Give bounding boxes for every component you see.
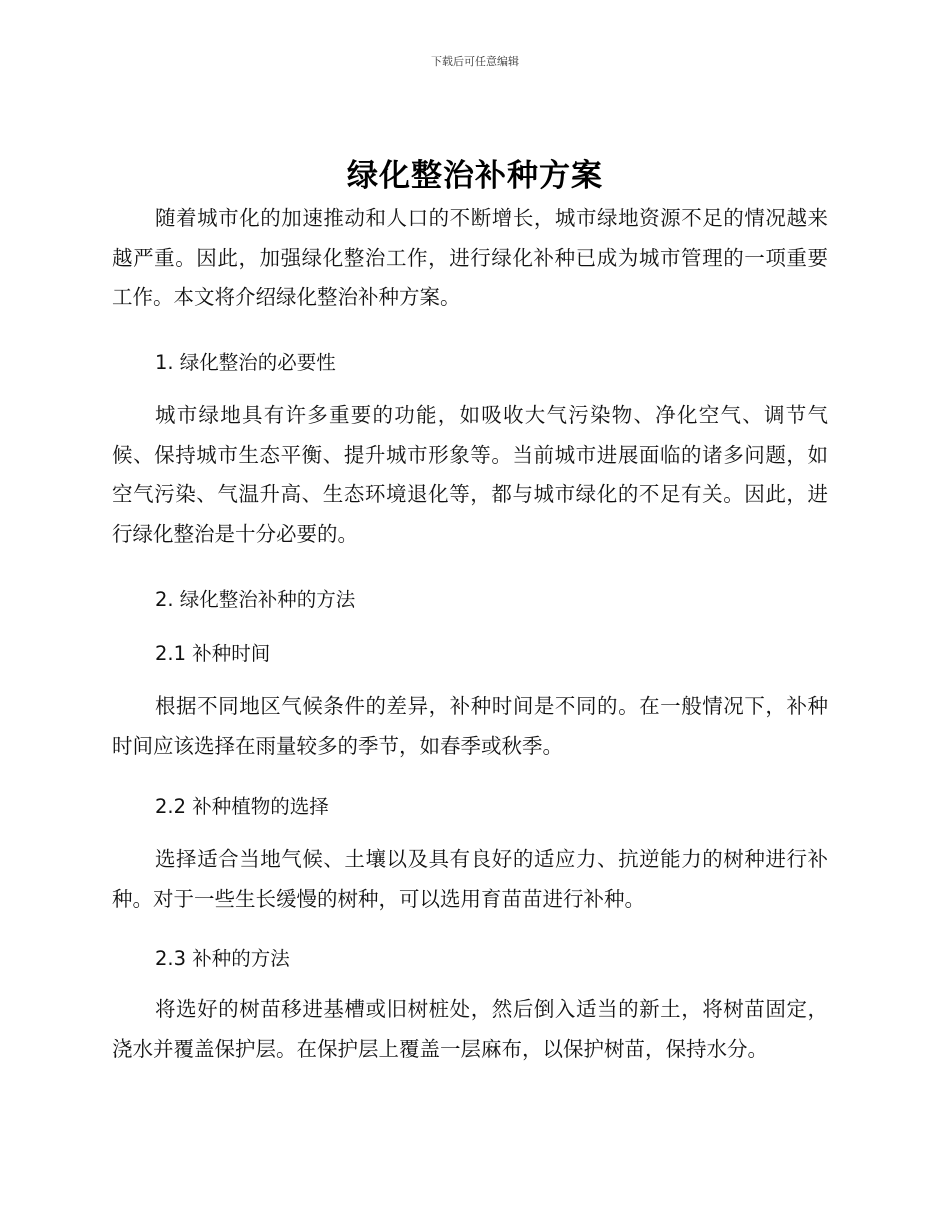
section-plant-selection-paragraph [112, 840, 828, 919]
paragraph-text: 根据不同地区气候条件的差异，补种时间是不同的。在一般情况下，补种时间应该选择在雨量较多的季节，如春季或秋季。 [112, 694, 828, 758]
section-heading-timing: 2.1 补种时间 [155, 642, 271, 665]
section-heading-necessity: 1. 绿化整治的必要性 [155, 351, 336, 374]
page-header: 下载后可任意编辑 [431, 55, 519, 68]
section-heading-method: 2.3 补种的方法 [155, 947, 290, 970]
paragraph-text: 随着城市化的加速推动和人口的不断增长，城市绿地资源不足的情况越来越严重。因此，加强绿化整治工作，进行绿化补种已成为城市管理的一项重要工作。本文将介绍绿化整治补种方案。 [112, 206, 828, 309]
section-heading-plant-selection: 2.2 补种植物的选择 [155, 795, 329, 818]
section-method-paragraph [112, 990, 828, 1069]
section-necessity-paragraph [112, 396, 828, 554]
paragraph-text: 选择适合当地气候、土壤以及具有良好的适应力、抗逆能力的树种进行补种。对于一些生长缓慢的树种，可以选用育苗苗进行补种。 [112, 847, 828, 911]
intro-paragraph [112, 199, 828, 318]
paragraph-text: 将选好的树苗移进基槽或旧树桩处，然后倒入适当的新土，将树苗固定，浇水并覆盖保护层。在保护层上覆盖一层麻布，以保护树苗，保持水分。 [112, 997, 828, 1061]
section-timing-paragraph [112, 687, 828, 766]
document-title: 绿化整治补种方案 [347, 158, 603, 194]
section-heading-methods: 2. 绿化整治补种的方法 [155, 588, 356, 611]
paragraph-text: 城市绿地具有许多重要的功能，如吸收大气污染物、净化空气、调节气候、保持城市生态平衡、提升城市形象等。当前城市进展面临的诸多问题，如空气污染、气温升高、生态环境退化等，都与城市绿化的不足有关。因此，进行绿化整治是十分必要的。 [112, 403, 828, 546]
